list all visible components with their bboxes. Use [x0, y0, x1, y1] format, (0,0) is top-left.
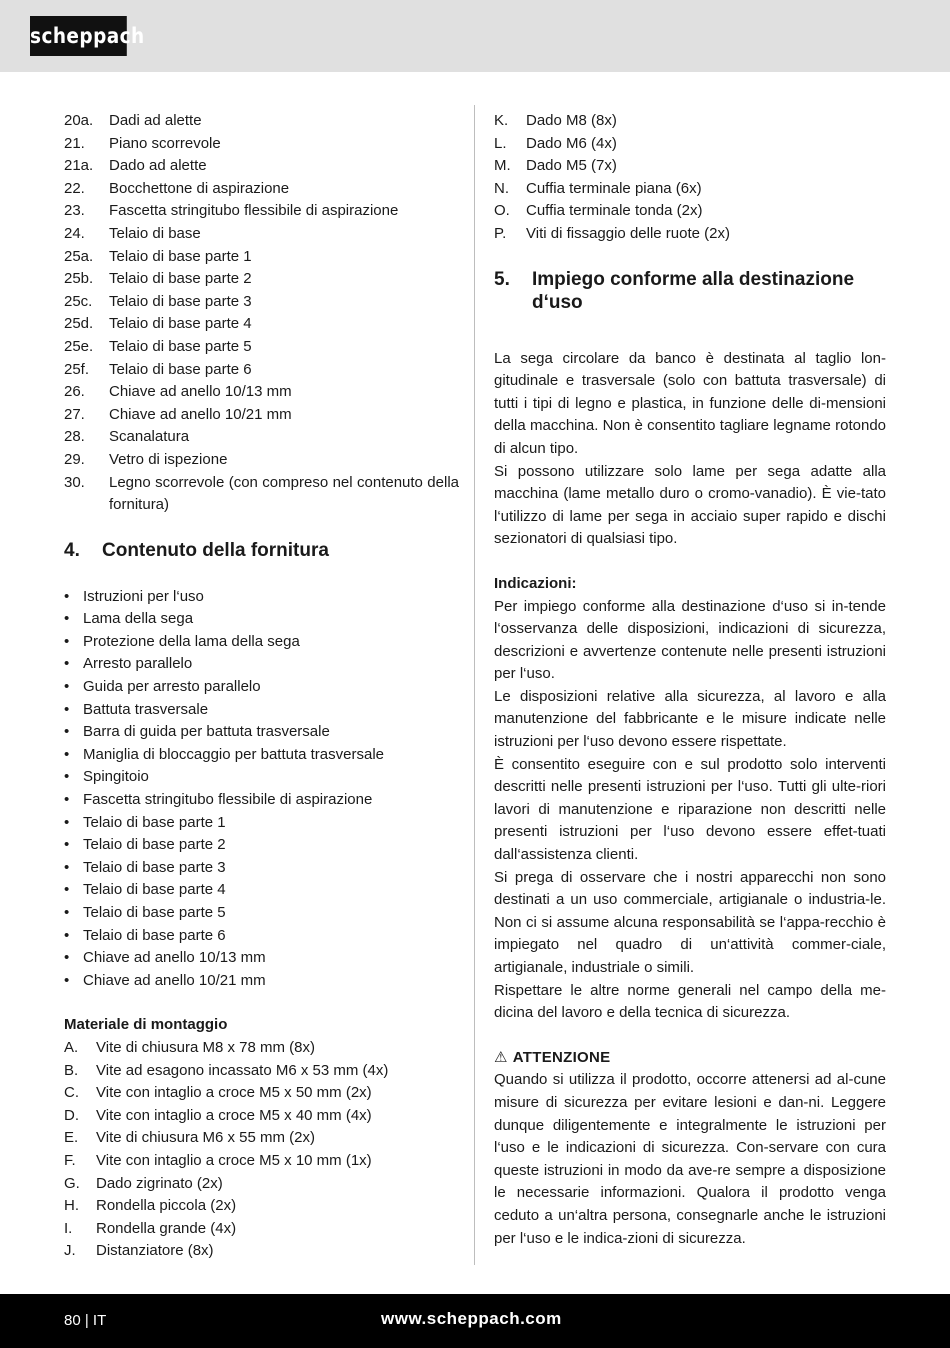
materials-list-item	[64, 1060, 459, 1083]
page-footer	[0, 1294, 950, 1348]
section-title-line-1: Impiego conforme alla destinazione	[532, 268, 855, 290]
notes-paragraph-3: È consentito eseguire con e sul prodotto solo interventi descritti nelle presenti istruzioni per l‘uso. Tutti gli ulte-riori lavori di manutenzione e riparazione non descritti nelle presenti istruzioni per l‘uso devono essere effet-tuati dall‘assistenza clienti.	[494, 755, 886, 864]
item-text: Guida per arresto parallelo	[83, 678, 261, 696]
item-letter: A.	[64, 1038, 79, 1056]
notes-paragraph-4: Si prega di osservare che i nostri apparecchi non sono destinati a un uso commerciale, artigianale o industria-le. Non ci si assume alcuna responsabilità se l‘appa-recchio è impiegato nel quadro di un‘attività commer-ciale, artigianale, industriale o simili.	[494, 868, 886, 976]
parts-list-item	[64, 268, 459, 291]
warning-triangle-icon: ⚠	[494, 1048, 508, 1066]
item-text: Piano scorrevole	[109, 134, 221, 152]
contents-list-item	[64, 653, 459, 676]
item-text: Telaio di base parte 1	[83, 813, 226, 831]
parts-list-item	[64, 381, 459, 404]
item-number: 22.	[64, 179, 85, 197]
materials-list-item	[64, 1127, 459, 1150]
item-number: 25d.	[64, 315, 94, 333]
item-text: Bocchettone di aspirazione	[109, 179, 290, 197]
item-text: Vetro di ispezione	[109, 450, 228, 468]
section-title-line-2: d‘uso	[532, 291, 583, 313]
item-text: Rondella grande (4x)	[96, 1219, 237, 1237]
section-title	[494, 268, 886, 314]
materials-list-item	[494, 110, 886, 133]
item-text: Arresto parallelo	[83, 655, 193, 673]
bullet-marker: •	[64, 926, 70, 944]
contents-list-item	[64, 699, 459, 722]
item-number: 29.	[64, 450, 85, 468]
item-text: Vite con intaglio a croce M5 x 10 mm (1x)	[96, 1151, 372, 1169]
contents-list-item	[64, 812, 459, 835]
intended-use-paragraph-2: Si possono utilizzare solo lame per sega adatte alla macchina (lame metallo duro o cromo-vanadio). È vie-tato l‘utilizzo di lame per sega in acciaio super rapido e dischi sezionatori di qualsiasi tipo.	[494, 462, 886, 548]
item-letter: K.	[494, 112, 509, 129]
item-text: Dado M5 (7x)	[526, 157, 617, 175]
item-text: Vite di chiusura M8 x 78 mm (8x)	[96, 1038, 315, 1056]
item-letter: G.	[64, 1174, 80, 1192]
scheppach-logo: scheppach	[30, 16, 127, 56]
item-letter: O.	[494, 202, 510, 220]
item-text: Barra di guida per battuta trasversale	[83, 723, 330, 741]
item-text: Telaio di base	[109, 224, 201, 242]
item-letter: L.	[494, 134, 507, 152]
parts-list-item	[64, 133, 459, 156]
item-text: Telaio di base parte 1	[109, 247, 252, 265]
bullet-marker: •	[64, 881, 70, 899]
item-number: 20a.	[64, 112, 94, 129]
materials-list-item	[494, 133, 886, 156]
item-number: 21a.	[64, 157, 94, 175]
parts-list-item	[64, 178, 459, 201]
item-text: Dado ad alette	[109, 157, 207, 175]
parts-list-item	[64, 200, 459, 223]
right-column	[494, 110, 886, 1250]
contents-list-item	[64, 608, 459, 631]
bullet-marker: •	[64, 745, 70, 763]
item-letter: I.	[64, 1219, 73, 1237]
item-text: Cuffia terminale piana (6x)	[526, 179, 702, 197]
item-number: 24.	[64, 224, 85, 242]
item-number: 28.	[64, 428, 85, 446]
materials-list-item	[64, 1240, 459, 1263]
contents-list-item	[64, 925, 459, 948]
bullet-marker: •	[64, 836, 70, 854]
item-text: Vite con intaglio a croce M5 x 40 mm (4x)	[96, 1106, 372, 1124]
materials-list-item	[494, 200, 886, 223]
materials-list-item	[64, 1082, 459, 1105]
bullet-marker: •	[64, 858, 70, 876]
item-text: Telaio di base parte 5	[83, 904, 226, 921]
warning-heading	[494, 1047, 886, 1070]
item-text: Legno scorrevole (con compreso nel contenuto della fornitura)	[109, 473, 459, 514]
section-number: 5.	[494, 268, 510, 290]
item-letter: C.	[64, 1084, 79, 1102]
item-text: Viti di fissaggio delle ruote (2x)	[526, 224, 730, 242]
notes-heading: Indicazioni:	[494, 574, 577, 592]
item-letter: B.	[64, 1061, 79, 1079]
parts-list-item	[64, 291, 459, 314]
item-number: 25a.	[64, 247, 94, 265]
item-text: Telaio di base parte 2	[109, 270, 252, 288]
bullet-marker: •	[64, 655, 70, 673]
item-text: Protezione della lama della sega	[83, 632, 300, 650]
item-number: 25e.	[64, 337, 94, 355]
item-letter: E.	[64, 1129, 79, 1147]
item-text: Dado M8 (8x)	[526, 112, 617, 129]
item-letter: M.	[494, 157, 511, 175]
item-text: Maniglia di bloccaggio per battuta trasversale	[83, 745, 385, 763]
item-text: Telaio di base parte 5	[109, 337, 252, 355]
item-text: Istruzioni per l‘uso	[83, 587, 204, 605]
parts-list-item	[64, 426, 459, 449]
item-text: Telaio di base parte 4	[83, 881, 226, 899]
parts-list-item	[64, 336, 459, 359]
contents-list-item	[64, 857, 459, 880]
website-link[interactable]: www.scheppach.com	[381, 1309, 562, 1328]
item-text: Rondella piccola (2x)	[96, 1197, 237, 1215]
item-letter: J.	[64, 1242, 76, 1260]
item-text: Telaio di base parte 6	[83, 926, 226, 944]
item-letter: N.	[494, 179, 509, 197]
item-letter: D.	[64, 1106, 79, 1124]
materials-list-item	[494, 155, 886, 178]
item-text: Vite con intaglio a croce M5 x 50 mm (2x)	[96, 1084, 372, 1102]
materials-list-item	[494, 223, 886, 246]
bullet-marker: •	[64, 971, 70, 989]
section-title: Contenuto della fornitura	[102, 539, 329, 561]
contents-list-item	[64, 586, 459, 609]
item-text: Fascetta stringitubo flessibile di aspirazione	[109, 202, 399, 220]
left-column	[64, 110, 459, 1263]
item-text: Dado zigrinato (2x)	[96, 1174, 223, 1192]
item-number: 26.	[64, 383, 85, 401]
page-header	[0, 0, 950, 72]
item-text: Distanziatore (8x)	[96, 1242, 214, 1260]
parts-list-item	[64, 246, 459, 269]
column-divider	[474, 105, 475, 1265]
item-text: Telaio di base parte 2	[83, 836, 226, 854]
item-number: 21.	[64, 134, 85, 152]
bullet-marker: •	[64, 791, 70, 809]
contents-list-item	[64, 879, 459, 902]
materials-list-item	[64, 1195, 459, 1218]
materials-heading: Materiale di montaggio	[64, 1016, 228, 1034]
item-text: Cuffia terminale tonda (2x)	[526, 202, 703, 220]
item-text: Battuta trasversale	[83, 700, 209, 718]
section-4-heading	[64, 539, 459, 562]
item-text: Chiave ad anello 10/21 mm	[83, 971, 266, 989]
bullet-marker: •	[64, 813, 70, 831]
contents-list-item	[64, 721, 459, 744]
contents-list-item	[64, 744, 459, 767]
materials-list-item	[64, 1037, 459, 1060]
materials-list-item	[64, 1218, 459, 1241]
item-text: Spingitoio	[83, 768, 149, 786]
item-number: 25f.	[64, 360, 90, 378]
item-letter: P.	[494, 224, 507, 242]
materials-list	[64, 1037, 459, 1263]
item-text: Chiave ad anello 10/13 mm	[109, 383, 292, 401]
bullet-marker: •	[64, 678, 70, 696]
item-text: Scanalatura	[109, 428, 190, 446]
page-number: 80 | IT	[64, 1312, 107, 1329]
intended-use-paragraph-1: La sega circolare da banco è destinata al taglio lon-gitudinale e trasversale (solo con battuta trasversale) di tutti i tipi di legno e plastica, in funzione delle di-mensioni della macchina. Non è consentito tagliare legname rotondo di alcun tipo.	[494, 349, 886, 457]
contents-list-item	[64, 947, 459, 970]
bullet-marker: •	[64, 768, 70, 786]
bullet-marker: •	[64, 904, 70, 921]
section-number: 4.	[64, 539, 80, 561]
parts-list-item	[64, 223, 459, 246]
parts-list-item	[64, 472, 459, 517]
notes-paragraph-1: Per impiego conforme alla destinazione d‘uso si in-tende l‘osservanza delle disposizioni, indicazioni di sicurezza, descrizioni e avvertenze contenute nelle presenti istruzioni per l‘uso.	[494, 597, 886, 683]
contents-list-item	[64, 766, 459, 789]
bullet-marker: •	[64, 610, 70, 628]
item-text: Telaio di base parte 3	[109, 292, 252, 310]
materials-list-item	[64, 1105, 459, 1128]
item-number: 23.	[64, 202, 85, 220]
materials-list-item	[64, 1173, 459, 1196]
item-text: Fascetta stringitubo flessibile di aspirazione	[83, 791, 373, 809]
parts-list-item	[64, 404, 459, 427]
warning-text: Quando si utilizza il prodotto, occorre attenersi ad al-cune misure di sicurezza per evitare lesioni e dan-ni. Leggere dunque diligentemente e integralmente le istruzioni per l‘uso e le indicazioni di sicurezza. Con-servare con cura queste istruzioni in modo da ave-re sempre a disposizione le necessarie informazioni. Qualora il prodotto venga ceduto a un‘altra persona, consegnarle anche le istruzioni per l‘uso e le indica-zioni di sicurezza.	[494, 1071, 886, 1247]
bullet-marker: •	[64, 632, 70, 650]
materials-list-item	[494, 178, 886, 201]
item-text: Telaio di base parte 6	[109, 360, 252, 378]
bullet-marker: •	[64, 700, 70, 718]
item-text: Dado M6 (4x)	[526, 134, 617, 152]
contents-list-item	[64, 676, 459, 699]
contents-list-item	[64, 631, 459, 654]
contents-list-item	[64, 902, 459, 925]
warning-label: ATTENZIONE	[512, 1048, 611, 1066]
item-text: Chiave ad anello 10/13 mm	[83, 949, 266, 967]
item-letter: F.	[64, 1151, 76, 1169]
bullet-marker: •	[64, 587, 70, 605]
item-text: Telaio di base parte 3	[83, 858, 226, 876]
item-text: Vite ad esagono incassato M6 x 53 mm (4x)	[96, 1061, 389, 1079]
contents-list-item	[64, 834, 459, 857]
parts-list-item	[64, 313, 459, 336]
item-number: 25c.	[64, 292, 93, 310]
item-number: 30.	[64, 473, 85, 491]
item-text: Vite di chiusura M6 x 55 mm (2x)	[96, 1129, 315, 1147]
item-number: 25b.	[64, 270, 94, 288]
item-text: Chiave ad anello 10/21 mm	[109, 405, 292, 423]
item-text: Lama della sega	[83, 610, 194, 628]
bullet-marker: •	[64, 723, 70, 741]
bullet-marker: •	[64, 949, 70, 967]
contents-list-item	[64, 970, 459, 993]
parts-list-item	[64, 155, 459, 178]
materials-list-continued	[494, 110, 886, 246]
parts-list-item	[64, 359, 459, 382]
notes-paragraph-5: Rispettare le altre norme generali nel campo della me-dicina del lavoro e della tecnica di sicurezza.	[494, 981, 886, 1022]
parts-list-item	[64, 449, 459, 472]
item-number: 27.	[64, 405, 85, 423]
item-text: Telaio di base parte 4	[109, 315, 252, 333]
item-text: Dadi ad alette	[109, 112, 202, 129]
contents-list	[64, 586, 459, 993]
item-letter: H.	[64, 1197, 79, 1215]
materials-list-item	[64, 1150, 459, 1173]
parts-list	[64, 110, 459, 517]
notes-paragraph-2: Le disposizioni relative alla sicurezza, al lavoro e alla manutenzione del fabbricante e le misure indicate nelle istruzioni per l‘uso devono essere rispettate.	[494, 687, 886, 751]
contents-list-item	[64, 789, 459, 812]
parts-list-item	[64, 110, 459, 133]
section-5-heading	[494, 268, 886, 314]
